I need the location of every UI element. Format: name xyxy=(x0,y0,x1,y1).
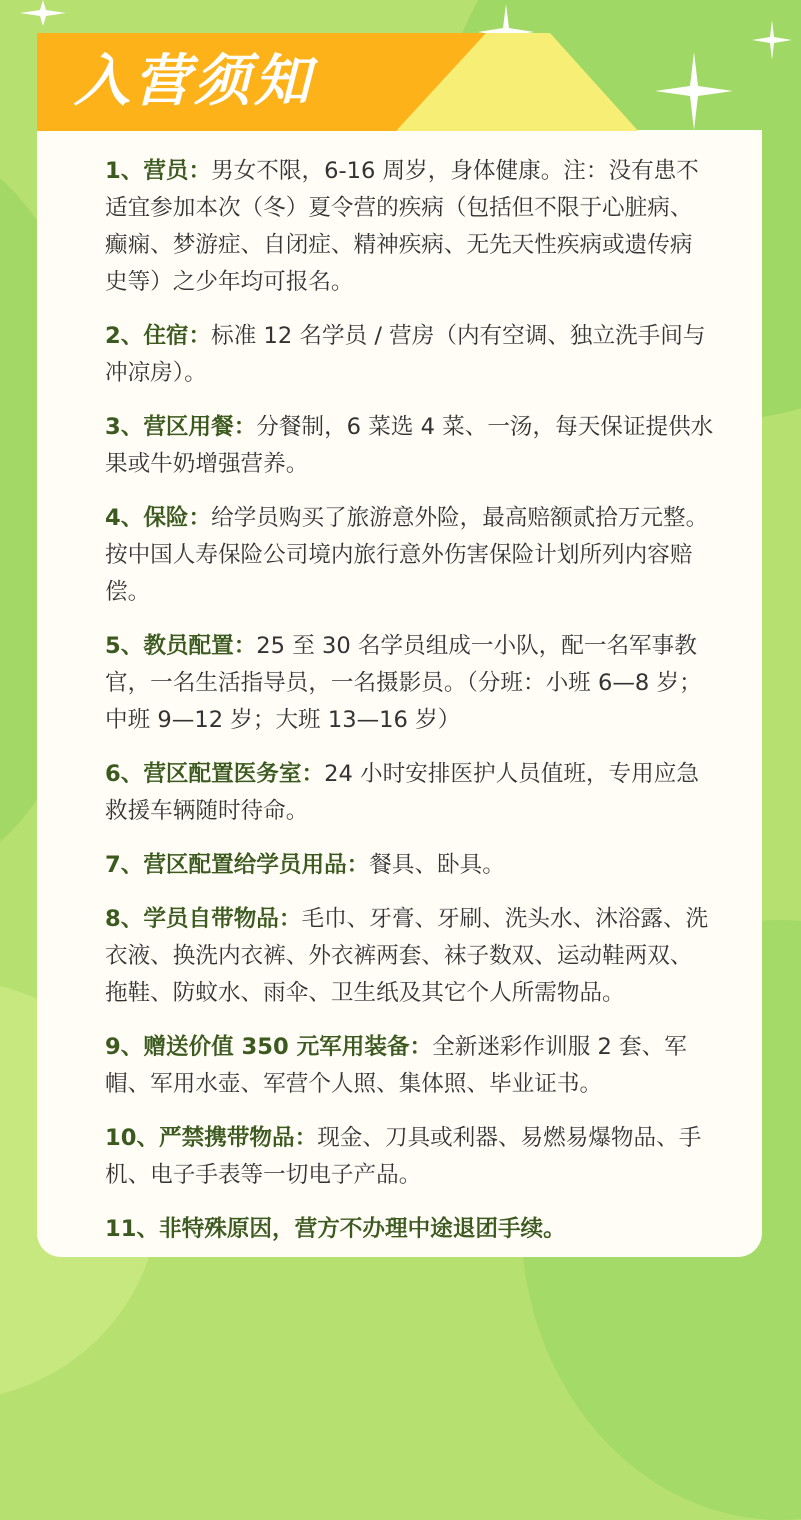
list-item xyxy=(105,756,715,830)
notice-list xyxy=(105,153,715,1265)
item-text: 分餐制，6 菜选 4 菜、一汤，每天保证提供水果或牛奶增强营养。 xyxy=(105,414,714,477)
item-label: 2、住宿： xyxy=(105,323,212,349)
item-label: 8、学员自带物品： xyxy=(105,906,302,932)
item-label: 4、保险： xyxy=(105,505,212,531)
list-item xyxy=(105,901,715,1012)
sparkle-icon xyxy=(655,52,733,130)
item-label: 3、营区用餐： xyxy=(105,414,257,440)
list-item xyxy=(105,318,715,392)
item-text: 24 小时安排医护人员值班，专用应急救援车辆随时待命。 xyxy=(105,761,699,824)
item-label: 1、营员： xyxy=(105,158,212,184)
item-text: 全新迷彩作训服 2 套、军帽、军用水壶、军营个人照、集体照、毕业证书。 xyxy=(105,1034,687,1097)
item-text: 25 至 30 名学员组成一小队，配一名军事教官，一名生活指导员，一名摄影员。（分班：小班 6—8 岁；中班 9—12 岁；大班 13—16 岁） xyxy=(105,633,702,733)
list-item xyxy=(105,153,715,301)
list-item xyxy=(105,1211,715,1248)
item-label: 5、教员配置： xyxy=(105,633,257,659)
list-item xyxy=(105,1029,715,1103)
title-banner-corner xyxy=(396,33,486,131)
item-text: 给学员购买了旅游意外险，最高赔额贰拾万元整。按中国人寿保险公司境内旅行意外伤害保险计划所列内容赔偿。 xyxy=(105,505,709,605)
list-item xyxy=(105,500,715,611)
item-text: 餐具、卧具。 xyxy=(369,852,505,878)
item-text: 男女不限，6-16 周岁，身体健康。注：没有患不适宜参加本次（冬）夏令营的疾病（包括但不限于心脏病、癫痫、梦游症、自闭症、精神疾病、无先天性疾病或遗传病史等）之少年均可报名。 xyxy=(105,158,699,295)
list-item xyxy=(105,847,715,884)
page-title: 入营须知 xyxy=(74,49,314,114)
item-text: 现金、刀具或利器、易燃易爆物品、手机、电子手表等一切电子产品。 xyxy=(105,1125,702,1188)
list-item xyxy=(105,409,715,483)
list-item xyxy=(105,628,715,739)
sparkle-icon xyxy=(18,0,68,26)
item-label: 6、营区配置医务室： xyxy=(105,761,325,787)
item-label: 9、赠送价值 350 元军用装备： xyxy=(105,1034,433,1060)
item-label: 10、严禁携带物品： xyxy=(105,1125,318,1151)
item-label: 7、营区配置给学员用品： xyxy=(105,852,370,878)
item-label: 11、非特殊原因，营方不办理中途退团手续。 xyxy=(105,1216,566,1242)
list-item xyxy=(105,1120,715,1194)
item-text: 毛巾、牙膏、牙刷、洗头水、沐浴露、洗衣液、换洗内衣裤、外衣裤两套、袜子数双、运动鞋两双、拖鞋、防蚊水、雨伞、卫生纸及其它个人所需物品。 xyxy=(105,906,709,1006)
sparkle-icon xyxy=(752,20,792,60)
item-text: 标准 12 名学员 / 营房（内有空调、独立洗手间与冲凉房）。 xyxy=(105,323,706,386)
